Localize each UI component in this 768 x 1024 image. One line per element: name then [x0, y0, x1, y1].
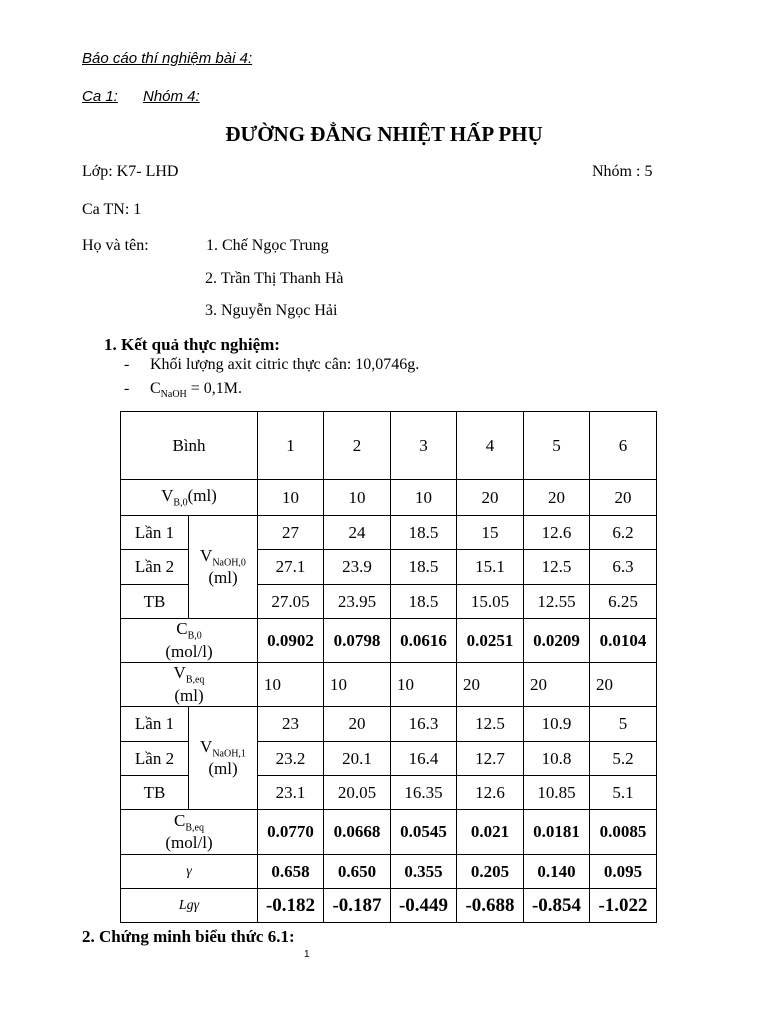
page-title: ĐƯỜNG ĐẲNG NHIỆT HẤP PHỤ [225, 122, 543, 146]
cell: 20.05 [324, 776, 391, 810]
cell: -0.854 [524, 889, 590, 923]
names-label: Họ và tên: [82, 237, 149, 254]
mass-text: Khối lượng axit citric thực cân: 10,0746g. [150, 356, 420, 373]
cell: 10 [391, 480, 457, 516]
cell: 23.2 [258, 742, 324, 776]
cell: 10.85 [524, 776, 590, 810]
col-header: 1 [258, 412, 324, 480]
row-label-cb0: $C_{B,0}$ (mol/l) [121, 619, 258, 663]
cell: 15 [457, 516, 524, 550]
cell: 24 [324, 516, 391, 550]
group-number: Nhóm : 5 [592, 163, 653, 180]
cell: 10 [391, 663, 457, 707]
cell: 6.3 [590, 550, 657, 585]
cell: 12.6 [457, 776, 524, 810]
concentration-text: $C_{NaOH} = 0,1M$. [150, 380, 243, 401]
cell: 20 [457, 480, 524, 516]
cell: 20 [457, 663, 524, 707]
row-label-vbeq: $V_{B,eq}$ (ml) [121, 663, 258, 707]
row-label-lan1: Lần 1 [121, 707, 189, 742]
cell: 6.25 [590, 585, 657, 619]
cell: 18.5 [391, 550, 457, 585]
row-label-lan1: Lần 1 [121, 516, 189, 550]
cell: 0.0209 [524, 619, 590, 663]
cell: 16.3 [391, 707, 457, 742]
col-header: 3 [391, 412, 457, 480]
cell: 23 [258, 707, 324, 742]
report-subtitle: Báo cáo thí nghiệm bài 4: [82, 50, 253, 67]
cell: 0.095 [590, 855, 657, 889]
row-label-vb0: $V_{B,0}(ml)$ [121, 480, 258, 516]
member-2: 2. Trần Thị Thanh Hà [205, 270, 344, 287]
cell: 10 [258, 663, 324, 707]
cell: 10.9 [524, 707, 590, 742]
row-label-lg-gamma: Lgγ [121, 889, 258, 923]
cell: 23.1 [258, 776, 324, 810]
cell: 15.1 [457, 550, 524, 585]
cell: 20 [524, 480, 590, 516]
cell: 0.355 [391, 855, 457, 889]
cell: 27 [258, 516, 324, 550]
section-1-heading: 1. Kết quả thực nghiệm: [104, 335, 280, 354]
group-label: Nhóm 4: [143, 88, 200, 105]
cell: 12.5 [457, 707, 524, 742]
cell: 0.205 [457, 855, 524, 889]
cell: 0.0181 [524, 810, 590, 855]
bullet-dash: - [124, 356, 130, 373]
cell: 16.4 [391, 742, 457, 776]
row-label-gamma: γ [121, 855, 258, 889]
cell: 0.140 [524, 855, 590, 889]
section-2-heading: 2. Chứng minh biểu thức 6.1: [82, 927, 295, 946]
page-number: 1 [304, 949, 310, 960]
cell: 16.35 [391, 776, 457, 810]
cell: 27.1 [258, 550, 324, 585]
class-label: Lớp: K7- LHD [82, 163, 179, 180]
cell: 20 [324, 707, 391, 742]
bullet-dash: - [124, 380, 130, 397]
cell: 20 [590, 480, 657, 516]
cell: 18.5 [391, 516, 457, 550]
results-table [120, 411, 657, 923]
row-label-tb: TB [121, 585, 189, 619]
cell: 6.2 [590, 516, 657, 550]
cell: 18.5 [391, 585, 457, 619]
header-binh: Bình [121, 412, 258, 480]
cell: 23.95 [324, 585, 391, 619]
cell: 10 [258, 480, 324, 516]
cell: -0.187 [324, 889, 391, 923]
col-header: 6 [590, 412, 657, 480]
cell: 0.658 [258, 855, 324, 889]
col-header: 4 [457, 412, 524, 480]
lab-session: Ca TN: 1 [82, 201, 142, 218]
cell: 0.0902 [258, 619, 324, 663]
col-header: 5 [524, 412, 590, 480]
member-3: 3. Nguyễn Ngọc Hải [205, 302, 338, 319]
cell: 0.0104 [590, 619, 657, 663]
cell: 0.0668 [324, 810, 391, 855]
cell: 0.0085 [590, 810, 657, 855]
cell: 0.0616 [391, 619, 457, 663]
cell: 0.0798 [324, 619, 391, 663]
cell: 20 [524, 663, 590, 707]
cell: 5.2 [590, 742, 657, 776]
cell: 23.9 [324, 550, 391, 585]
cell: 10 [324, 663, 391, 707]
row-label-lan2: Lần 2 [121, 550, 189, 585]
row-label-lan2: Lần 2 [121, 742, 189, 776]
cell: 12.7 [457, 742, 524, 776]
row-label-tb: TB [121, 776, 189, 810]
session-label: Ca 1: [82, 88, 118, 105]
cell: 5.1 [590, 776, 657, 810]
cell: 5 [590, 707, 657, 742]
cell: -0.449 [391, 889, 457, 923]
cell: -0.688 [457, 889, 524, 923]
member-1: 1. Chế Ngọc Trung [206, 237, 329, 254]
cell: 10 [324, 480, 391, 516]
cell: 27.05 [258, 585, 324, 619]
cell: 20.1 [324, 742, 391, 776]
cell: 12.6 [524, 516, 590, 550]
cell: 0.0251 [457, 619, 524, 663]
cell: 12.55 [524, 585, 590, 619]
cell: -1.022 [590, 889, 657, 923]
cell: 0.0545 [391, 810, 457, 855]
cell: 20 [590, 663, 657, 707]
cell: 0.021 [457, 810, 524, 855]
row-label-vnaoh1: $V_{NaOH,1}$ (ml) [189, 707, 258, 810]
cell: 15.05 [457, 585, 524, 619]
cell: 12.5 [524, 550, 590, 585]
row-label-cbeq: $C_{B,eq}$ (mol/l) [121, 810, 258, 855]
cell: -0.182 [258, 889, 324, 923]
row-label-vnaoh0: $V_{NaOH,0}$ (ml) [189, 516, 258, 619]
cell: 0.650 [324, 855, 391, 889]
cell: 10.8 [524, 742, 590, 776]
cell: 0.0770 [258, 810, 324, 855]
col-header: 2 [324, 412, 391, 480]
